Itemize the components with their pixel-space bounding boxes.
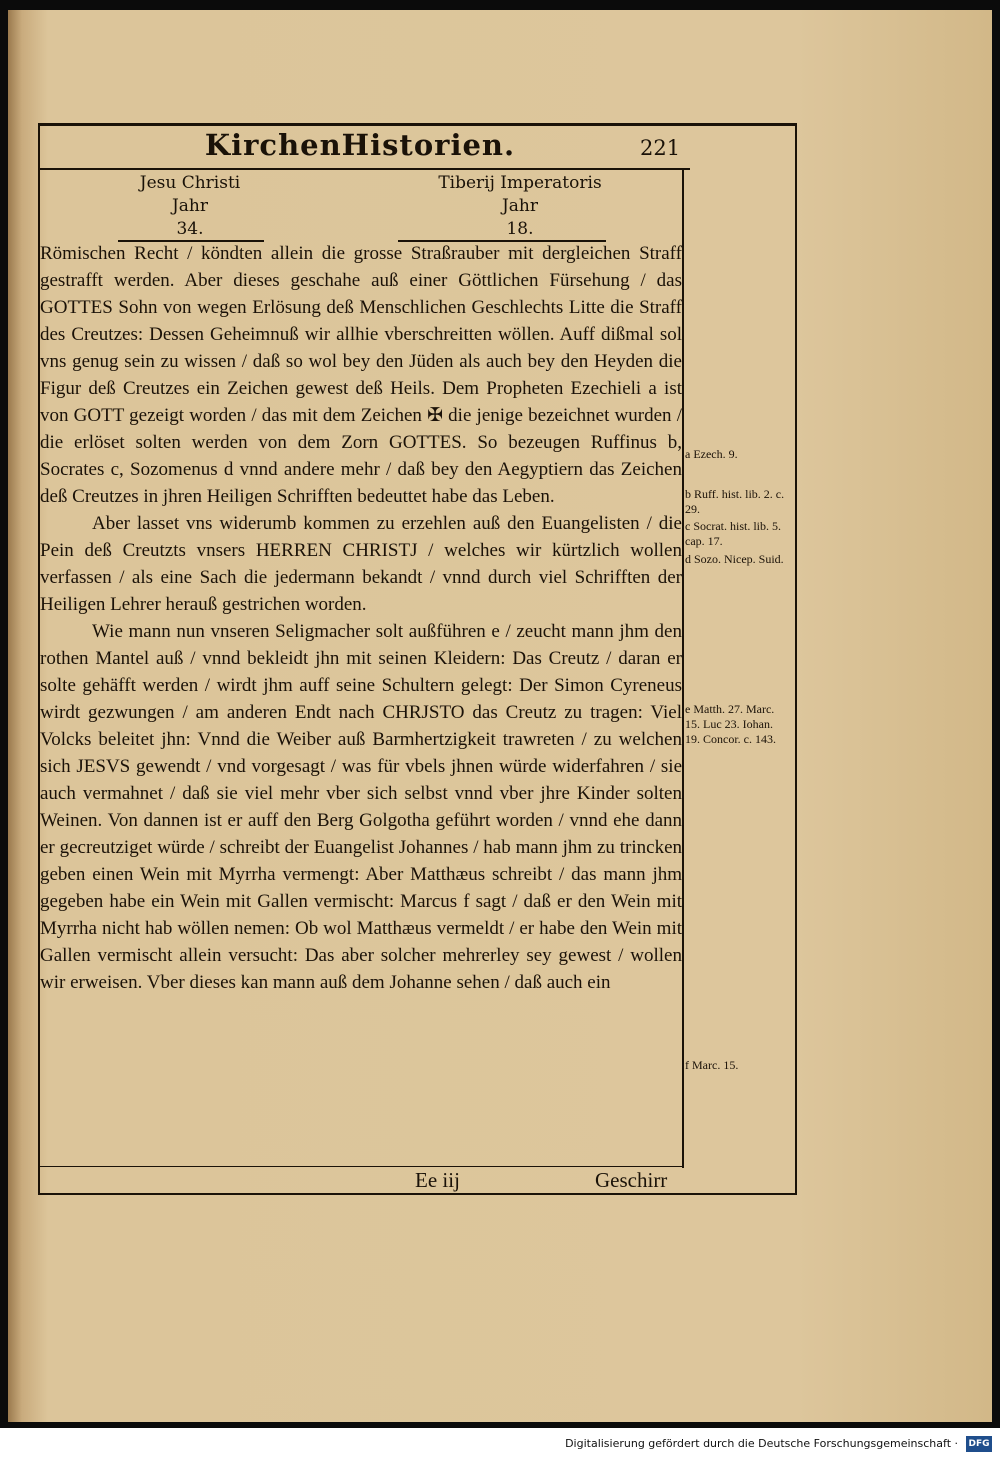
marginal-note: f Marc. 15. <box>685 1058 739 1072</box>
dfg-logo: DFG <box>966 1436 992 1452</box>
paragraph: Wie mann nun vnseren Seligmacher solt außführen e / zeucht mann jhm den rothen Mantel auß / vnnd bekleidt jhn mit seinen Kleidern: Das Creutz / daran er solte gehäfft werden / wirdt jhm auff seine Schultern gelegt: Der Simon Cyreneus wirdt gezwungen / am anderen Endt nach CHRJSTO das Creutz zu tragen: Viel Volcks beleitet jhn: Vnnd die Weiber auß Barmhertzigkeit trawreten / zu welchen sich JESVS gewendt / vnd vorgesagt / was für vbels jhnen würde widerfahren / sie auch vermahnet / daß sie viel mehr vber sich selbst vnnd vber jhre Kinder solten Weinen. Von dannen ist er auff den Berg Golgotha geführt worden / vnnd ehe dann er gecreutziget würde / schreibt der Euangelist Johannes / hab mann jhm zu trincken geben einen Wein mit Myrrha vermengt: Aber Matthæus schreibt / das mann jhm gegeben habe ein Wein mit Gallen vermischt: Marcus f sagt / daß er den Wein mit Myrrha nicht hab wöllen nemen: Ob wol Matthæus vermeldt / er habe den Wein mit Gallen vermischt allein versucht: Das aber solcher mehrerley sey gewest / wollen wir erweisen. Vber dieses kan mann auß dem Johanne sehen / daß auch ein <box>40 621 682 993</box>
signature-mark: Ee iij <box>415 1168 460 1192</box>
christ-year-word: Jahr <box>171 196 209 216</box>
marginal-note: e Matth. 27. Marc. 15. Luc 23. Iohan. 19. Concor. c. 143. <box>685 702 776 746</box>
tiberius-year-value: 18. <box>506 219 534 239</box>
text-column-rule <box>682 168 684 1168</box>
paragraph: Aber lasset vns widerumb kommen zu erzehlen auß den Euangelisten / die Pein deß Creutzts vnsers HERREN CHRISTJ / welches wir kürtzlich wollen verfassen / als eine Sach die jedermann bekandt / vnnd durch viel Schrifften der Heiligen Lehrer herauß gestrichen worden. <box>40 513 682 615</box>
paragraph: Römischen Recht / köndten allein die grosse Straßrauber mit dergleichen Straff gestrafft werden. Aber dieses geschahe auß einer Göttlichen Fürsehung / das GOTTES Sohn von wegen Erlösung deß Menschlichen Geschlechts Litte die Straff des Creutzes: Dessen Geheimnuß wir allhie vberschreitten wöllen. Auff dißmal sol vns genug sein zu wissen / daß so wol bey den Jüden als auch bey den Heyden die Figur deß Creutzes ein Zeichen gewest deß Heils. Dem Propheten Ezechieli a ist von GOTT gezeigt worden / das mit dem Zeichen ✠ die jenige bezeichnet wurden / die erlöset solten werden von dem Zorn GOTTES. So bezeugen Ruffinus b, Socrates c, Sozomenus d vnnd andere mehr / daß bey den Aegyptiern das Zeichen deß Creutzes in jhren Heiligen Schrifften bedeuttet habe das Leben. <box>40 243 682 507</box>
page-number: 221 <box>640 136 681 160</box>
header-rule <box>40 168 690 170</box>
marginal-note: b Ruff. hist. lib. 2. c. 29. <box>685 487 785 516</box>
running-title: KirchenHistorien. <box>204 128 516 162</box>
top-rule <box>40 123 796 126</box>
main-text-column <box>40 240 682 996</box>
christ-year-label: Jesu Christi <box>139 173 241 193</box>
right-frame-rule <box>795 123 797 1195</box>
catchword: Geschirr <box>595 1168 668 1192</box>
tiberius-year-header <box>400 172 640 241</box>
bottom-rule <box>40 1193 796 1195</box>
christ-year-header <box>110 172 270 241</box>
christ-year-value: 34. <box>176 219 204 239</box>
marginal-note: d Sozo. Nicep. Suid. <box>685 552 784 566</box>
marginal-note: c Socrat. hist. lib. 5. cap. 17. <box>685 519 781 548</box>
tiberius-year-label: Tiberij Imperatoris <box>438 173 602 193</box>
marginal-note: a Ezech. 9. <box>685 447 738 461</box>
digitization-credit: Digitalisierung gefördert durch die Deutsche Forschungsgemeinschaft · <box>565 1437 958 1450</box>
text-bottom-rule <box>40 1166 684 1167</box>
tiberius-year-word: Jahr <box>501 196 539 216</box>
